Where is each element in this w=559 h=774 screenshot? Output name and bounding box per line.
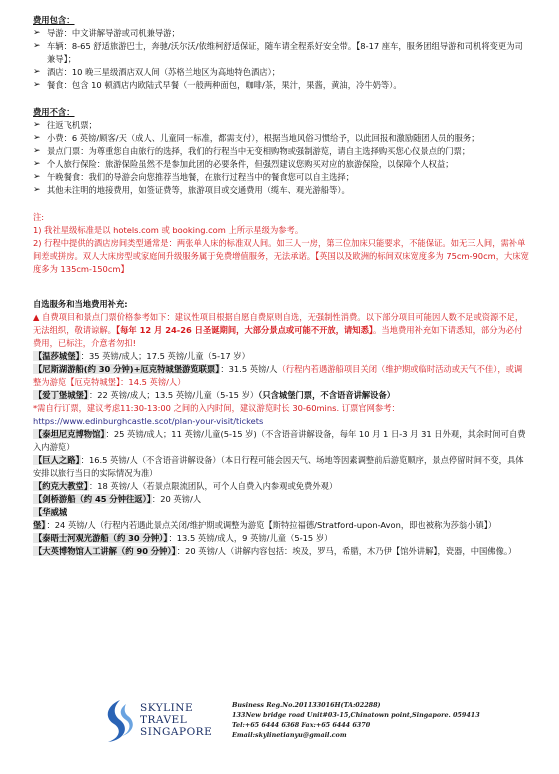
arrow-bullet-icon: ➢ <box>33 80 41 90</box>
arrow-bullet-icon: ➢ <box>33 185 41 195</box>
excluded-heading: 费用不含： <box>33 107 75 117</box>
notes-heading: 注: <box>33 212 45 222</box>
arrow-bullet-icon: ➢ <box>33 172 41 182</box>
note-1: 1) 我社星级标准是以 hotels.com 或 booking.com 上所示星级为参考。 <box>33 225 304 235</box>
arrow-bullet-icon: ➢ <box>33 133 41 143</box>
included-item: ➢ 导游：中文讲解导游或司机兼导游； <box>33 28 180 38</box>
excluded-item: ➢ 小费：6 英镑/顾客/天（成人、儿童同一标准，都需支付），根据当地风俗习惯给予，以此回报和激励随团人员的服务； <box>33 133 480 143</box>
optional-item: 【温莎城堡】：35 英镑/成人；17.5 英镑/儿童（5-17 岁） <box>34 351 250 361</box>
optional-item: 【约克大教堂】：18 英镑/人（若景点限流团队，可个人自费入内参观或免费外观） <box>34 481 338 491</box>
document-content <box>33 14 529 558</box>
excluded-item: ➢ 个人旅行保险：旅游保险虽然不是参加此团的必要条件，但强烈建议您购买对应的旅游保险，以保障个人权益； <box>33 159 454 169</box>
included-item: ➢ 酒店：10 晚三星级酒店双人间（苏格兰地区为高地特色酒店）； <box>33 67 281 77</box>
arrow-bullet-icon: ➢ <box>33 146 41 156</box>
included-heading: 费用包含： <box>33 15 75 25</box>
optional-item: 【剑桥游船（约 45 分钟往返）】：20 英镑/人 <box>34 494 202 504</box>
arrow-bullet-icon: ➢ <box>33 67 41 77</box>
optional-item: 【大英博物馆人工讲解（约 90 分钟）】：20 英镑/人（讲解内容包括：埃及，罗马，希腊，木乃伊【馆外讲解】，瓷器，中国佛像。） <box>34 546 517 556</box>
optional-intro: ▲ 自费项目和景点门票价格参考如下：建议性项目根据自愿自费原则自选，无强制性消费。以下部分项目可能因人数不足或资源不足，无法组织，敬请谅解。【每年 12 月 24-26 日圣诞期间，大部分景点或可能不开放，请知悉】。当地费用补充如下请悉知，部分为必付费用，已标注，介意者勿扣! <box>33 312 524 348</box>
company-contact: Business Reg.No.201133016H(TA:02288) 133New bridge road Unit#03-15,Chinatown point,Singapore. 059413 Tel:+65 6444 6368 Fax:+65 6444 6370 Email:skylinetianyu@gmail.com <box>232 701 480 739</box>
excluded-item: ➢ 午晚餐食：我们的导游会向您推荐当地餐，在旅行过程当中的餐食您可以自主选择； <box>33 172 354 182</box>
optional-item: 【尼斯湖游船(约 30 分钟)+厄克特城堡游览联票】：31.5 英镑/人（行程内若遇游船项目关闭（维护期或临时活动或天气不佳），或调整为游览【厄克特城堡】：14.5 英镑/人） <box>33 364 523 387</box>
page-footer <box>0 692 559 764</box>
excluded-item: ➢ 往返飞机票； <box>33 120 97 130</box>
included-item: ➢ 车辆：8-65 舒适旅游巴士，奔驰/沃尔沃/依维柯舒适保证，随车请全程系好安全带。【8-17 座车，服务团组导游和司机将变更为司兼导】； <box>33 41 523 64</box>
brand-name: SKYLINE TRAVEL SINGAPORE <box>140 702 213 738</box>
excluded-item: ➢ 景点门票：为尊重您自由旅行的选择，我们的行程当中无变相购物或强制游览，请自主选择购买您心仪景点的门票； <box>33 146 471 156</box>
arrow-bullet-icon: ➢ <box>33 159 41 169</box>
arrow-bullet-icon: ➢ <box>33 28 41 38</box>
reserve-link[interactable]: https://www.edinburghcastle.scot/plan-your-visit/tickets <box>33 416 264 426</box>
optional-item: 【巨人之路】：16.5 英镑/人（不含语音讲解设备）（本日行程可能会因天气、场地等因素调整前后游览顺序，景点停留时间不变，具体安排以旅行当日的实际情况为准） <box>33 455 524 478</box>
optional-item: 【泰晤士河观光游船（约 30 分钟）】：13.5 英镑/成人，9 英镑/儿童（5-15 岁） <box>34 533 333 543</box>
optional-heading: 自选服务和当地费用补充: <box>33 299 128 309</box>
optional-item: 【华威城堡】：24 英镑/人（行程内若遇此景点关闭/维护期或调整为游览【斯特拉福德/Stratford-upon-Avon，即也被称为莎翁小镇】） <box>33 507 497 530</box>
included-item: ➢ 餐食：包含 10 顿酒店内欧陆式早餐（一般两种面包，咖啡/茶，果汁，果酱，黄油，冷牛奶等）。 <box>33 80 402 90</box>
arrow-bullet-icon: ➢ <box>33 120 41 130</box>
reserve-note: *需自行订票，建议考虑11:30-13:00 之间的入内时间，建议游览时长 30-60mins. 订票官网参考： <box>33 403 400 413</box>
note-2: 2) 行程中提供的酒店房间类型通常是：两张单人床的标准双人间。如三人一房，第三位加床只能要求，不能保证。如无三人间，需补单间差或拼房。双人大床房型或家庭间升级服务属于免费增值服务，无法承诺。【英国以及欧洲的标间双床宽度多为 75cm-90cm，大床宽度多为 135cm-150cm】 <box>33 238 529 274</box>
arrow-bullet-icon: ➢ <box>33 41 41 51</box>
excluded-item: ➢ 其他未注明的地接费用，如签证费等，旅游项目或交通费用（缆车、观光游船等）。 <box>33 185 350 195</box>
skyline-logo-icon <box>98 698 134 744</box>
optional-item: 【泰坦尼克博物馆】：25 英镑/成人；11 英镑/儿童(5-15 岁)（不含语音讲解设备，每年 10 月 1 日-3 月 31 日外观，其余时间可自费入内游览） <box>33 429 526 452</box>
optional-item: 【爱丁堡城堡】：22 英镑/成人；13.5 英镑/儿童（5-15 岁）（只含城堡门票，不含语音讲解设备） <box>34 390 396 400</box>
